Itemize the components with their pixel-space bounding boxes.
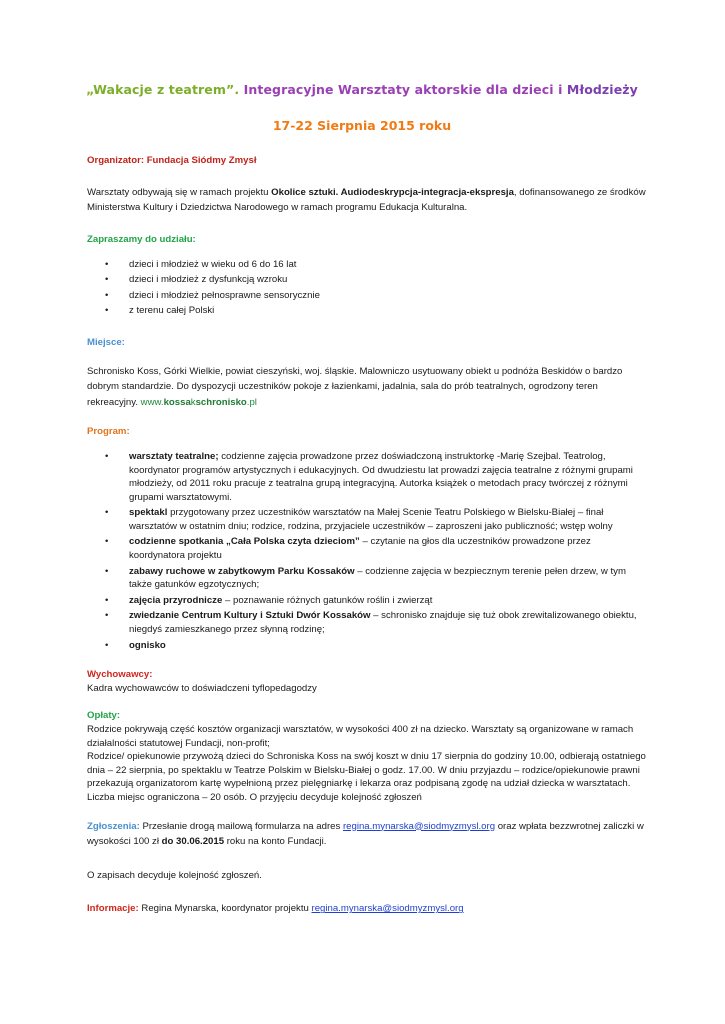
intro-paragraph bbox=[87, 185, 647, 216]
program-item-text: – poznawanie różnych gatunków roślin i zwierząt bbox=[222, 594, 433, 606]
list-item bbox=[87, 535, 647, 562]
fees-heading: Opłaty: bbox=[87, 710, 121, 722]
program-item-text: codzienne zajęcia prowadzone przez doświadczoną instruktorkę -Marię Szejbal. Teatrolog, koordynator programów artystycznych i edukacyjnych. Od dwudziestu lat prowadzi zajęcia teatralne z różnymi grupami młodzieży, od 2011 roku pracuje z teatralna grupą integracyjną. Autorka książek o metodach pracy twórczej z różnymi grupami warsztatowymi. bbox=[129, 450, 633, 503]
invite-item-text: z terenu całej Polski bbox=[129, 305, 215, 317]
intro-project-name: Okolice sztuki. Audiodeskrypcja-integracja-ekspresja bbox=[271, 186, 514, 198]
program-item-text: – czytanie na głos dla uczestników prowadzone przez koordynatora projektu bbox=[129, 536, 591, 562]
program-item-text: – schronisko znajduje się tuż obok zrewitalizowanego obiektu, niegdyś zamieszkanego przez słynną rodzinę; bbox=[129, 610, 637, 636]
list-item bbox=[87, 450, 647, 504]
program-item-title: zajęcia przyrodnicze bbox=[129, 594, 223, 606]
info-email-link[interactable]: regina.mynarska@siodmyzmysl.org bbox=[311, 903, 464, 915]
order-note: O zapisach decyduje kolejność zgłoszeń. bbox=[87, 869, 262, 881]
fees-text-2: Rodzice/ opiekunowie przywożą dzieci do Schroniska Koss na swój koszt w dniu 17 sierpnia do godziny 10.00, odbierają ostatniego dnia – 22 sierpnia, po spektaklu w Teatrze Polskim w Bielsku-Białej o godz. 17.00. W dniu przyjazdu – rodzice/opiekunowie prawni przekazują organizatorom kartę wypełnioną przez pielęgniarkę i lekarza oraz podpisaną zgodę na udział dziecka w warsztatach. Liczba miejsc ograniczona – 20 osób. O przyjęciu decyduje kolejność zgłoszeń bbox=[87, 751, 646, 803]
title-part-1: Wakacje z teatrem”. bbox=[93, 82, 244, 97]
place-heading: Miejsce: bbox=[87, 336, 125, 348]
applications-post: roku na konto Fundacji. bbox=[224, 836, 327, 848]
website-part-1: kossa bbox=[163, 396, 191, 408]
applications-mid: oraz wpłata bezzwrotnej zaliczki w wysokości 100 zł bbox=[87, 820, 644, 848]
list-item bbox=[87, 594, 647, 608]
place-text: Schronisko Koss, Górki Wielkie, powiat cieszyński, woj. śląskie. Malowniczo usytuowany obiekt u podnóża Beskidów o bardzo dobrym standardzie. Do dyspozycji uczestników pokoje z łazienkami, jadalnia, sala do prób teatralnych, ogrodzony teren rekreacyjny. bbox=[87, 365, 623, 408]
bullet-icon: • bbox=[105, 450, 109, 462]
info-heading: Informacje: bbox=[87, 903, 139, 915]
program-item-title: warsztaty teatralne; bbox=[129, 450, 219, 462]
document-content bbox=[87, 82, 647, 917]
bullet-icon: • bbox=[105, 594, 109, 606]
bullet-icon: • bbox=[105, 610, 109, 622]
website-suffix: .pl bbox=[246, 396, 257, 408]
program-heading: Program: bbox=[87, 426, 130, 438]
program-item-text: – codzienne zajęcia w bezpiecznym terenie pełen drzew, w tym także gatunków egzotycznych; bbox=[129, 565, 626, 591]
program-item-title: spektakl bbox=[129, 507, 168, 519]
applications-email-link[interactable]: regina.mynarska@siodmyzmysl.org bbox=[342, 820, 496, 832]
event-dates: 17-22 Sierpnia 2015 roku bbox=[272, 117, 452, 133]
website-link[interactable] bbox=[141, 397, 257, 408]
place-paragraph bbox=[87, 364, 647, 411]
caretakers-section bbox=[87, 668, 647, 695]
fees-text-1: Rodzice pokrywają część kosztów organizacji warsztatów, w wysokości 400 zł na dziecko. Warsztaty są organizowane w ramach działalności statutowej Fundacji, non-profit; bbox=[87, 724, 634, 749]
bullet-icon: • bbox=[105, 305, 109, 317]
invite-heading: Zapraszamy do udziału: bbox=[87, 233, 196, 245]
website-part-3: schronisko bbox=[195, 396, 247, 408]
website-prefix: www. bbox=[140, 396, 164, 408]
list-item bbox=[87, 609, 647, 636]
bullet-icon: • bbox=[105, 274, 109, 286]
intro-pre: Warsztaty odbywają się w ramach projektu bbox=[87, 186, 272, 198]
bullet-icon: • bbox=[105, 507, 109, 519]
intro-post: , dofinansowanego ze środków Ministerstwa Kultury i Dziedzictwa Narodowego w ramach programu Edukacja Kulturalna. bbox=[87, 186, 646, 214]
info-paragraph bbox=[87, 901, 647, 917]
invite-item-text: dzieci i młodzież w wieku od 6 do 16 lat bbox=[129, 258, 297, 270]
bullet-icon: • bbox=[105, 639, 109, 651]
fees-section bbox=[87, 709, 647, 804]
title-part-3: Młodzieży bbox=[566, 82, 638, 97]
organizer-line: Organizator: Fundacja Siódmy Zmysł bbox=[87, 155, 257, 167]
list-item bbox=[87, 639, 647, 653]
list-item bbox=[87, 288, 647, 304]
bullet-icon: • bbox=[105, 289, 109, 301]
list-item bbox=[87, 506, 647, 533]
applications-pre: Przesłanie drogą mailową formularza na adres bbox=[139, 820, 343, 832]
program-list bbox=[87, 450, 647, 652]
title-quote: „ bbox=[86, 82, 94, 97]
caretakers-heading: Wychowawcy: bbox=[87, 669, 153, 681]
info-text: Regina Mynarska, koordynator projektu bbox=[138, 903, 312, 915]
applications-heading: Zgłoszenia: bbox=[87, 820, 140, 832]
program-item-title: ognisko bbox=[129, 639, 166, 651]
applications-paragraph bbox=[87, 819, 647, 850]
list-item bbox=[87, 257, 647, 273]
bullet-icon: • bbox=[105, 565, 109, 577]
invite-item-text: dzieci i młodzież z dysfunkcją wzroku bbox=[129, 274, 288, 286]
caretakers-text: Kadra wychowawców to doświadczeni tyflopedagodzy bbox=[87, 682, 317, 694]
list-item bbox=[87, 565, 647, 592]
invite-list bbox=[87, 257, 647, 319]
program-item-title: zabawy ruchowe w zabytkowym Parku Kossaków bbox=[129, 565, 355, 577]
program-item-title: codzienne spotkania „Cała Polska czyta dzieciom” bbox=[129, 536, 360, 548]
program-item-text: przygotowany przez uczestników warsztatów na Małej Scenie Teatru Polskiego w Bielsku-Białej – finał warsztatów w ostatnim dniu; rodzice, rodzina, przyjaciele uczestników – zaproszeni jako publiczność; wstęp wolny bbox=[129, 507, 613, 532]
applications-deadline: do 30.06.2015 bbox=[161, 836, 225, 848]
bullet-icon: • bbox=[105, 258, 109, 270]
bullet-icon: • bbox=[105, 536, 109, 548]
program-item-title: zwiedzanie Centrum Kultury i Sztuki Dwór Kossaków bbox=[129, 610, 371, 622]
list-item bbox=[87, 272, 647, 288]
website-part-2: k bbox=[190, 396, 196, 408]
list-item bbox=[87, 303, 647, 319]
invite-item-text: dzieci i młodzież pełnosprawne sensorycznie bbox=[129, 289, 320, 301]
title-part-2: Integracyjne Warsztaty aktorskie dla dzieci i bbox=[243, 82, 567, 97]
document-title bbox=[77, 82, 647, 98]
